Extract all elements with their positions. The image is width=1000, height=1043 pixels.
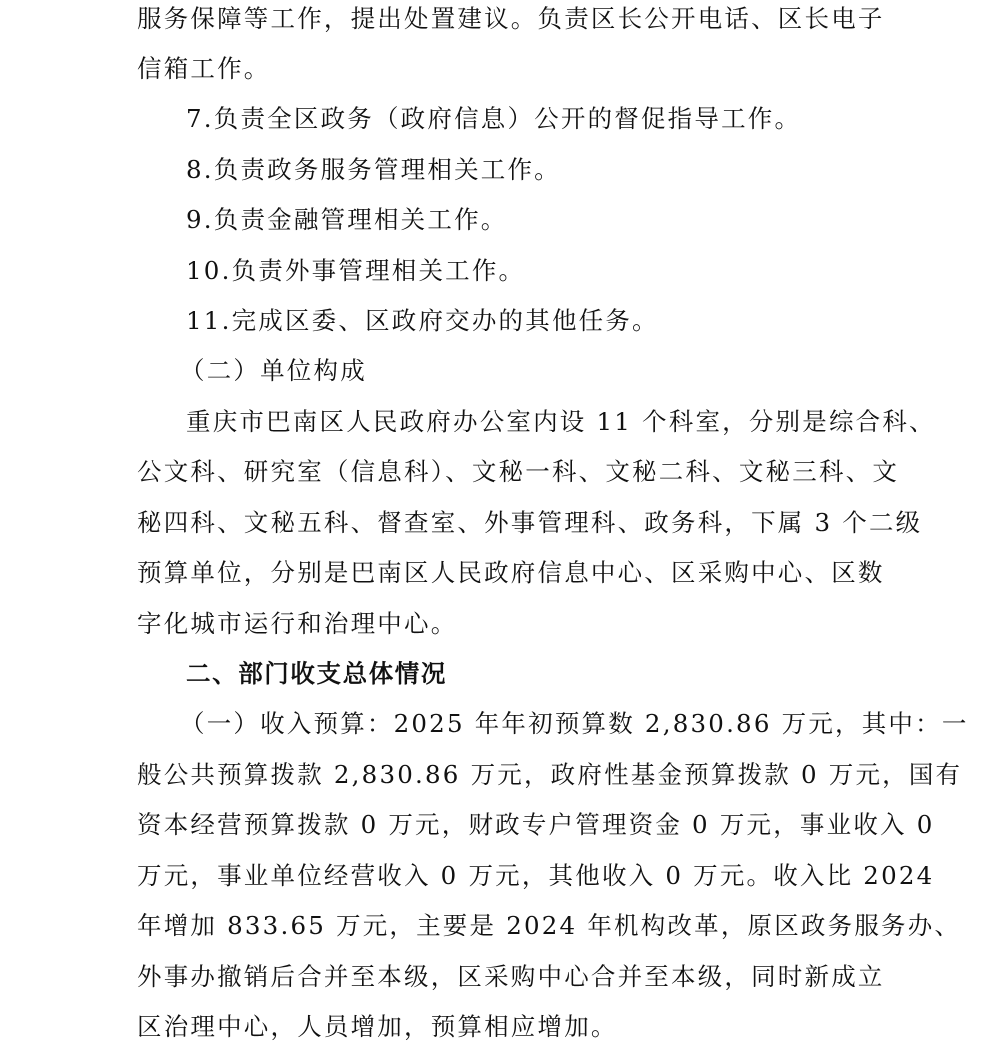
list-item-9: 9.负责金融管理相关工作。 xyxy=(186,205,508,234)
paragraph-line: 年增加 833.65 万元，主要是 2024 年机构改革，原区政务服务办、 xyxy=(137,911,962,940)
paragraph-line: 般公共预算拨款 2,830.86 万元，政府性基金预算拨款 0 万元，国有 xyxy=(137,760,963,789)
paragraph-line: 外事办撤销后合并至本级，区采购中心合并至本级，同时新成立 xyxy=(137,962,885,991)
paragraph-line: 秘四科、文秘五科、督查室、外事管理科、政务科，下属 3 个二级 xyxy=(137,508,923,537)
list-item-7: 7.负责全区政务（政府信息）公开的督促指导工作。 xyxy=(186,104,802,133)
list-item-8: 8.负责政务服务管理相关工作。 xyxy=(186,155,561,184)
paragraph-line: 字化城市运行和治理中心。 xyxy=(137,609,458,638)
paragraph-line: 区治理中心，人员增加，预算相应增加。 xyxy=(137,1012,618,1041)
paragraph-line: 重庆市巴南区人民政府办公室内设 11 个科室，分别是综合科、 xyxy=(186,407,936,436)
paragraph-line: 资本经营预算拨款 0 万元，财政专户管理资金 0 万元，事业收入 0 xyxy=(137,810,935,839)
list-item-10: 10.负责外事管理相关工作。 xyxy=(186,256,526,285)
section-heading: 二、部门收支总体情况 xyxy=(186,659,447,688)
paragraph-line: 信箱工作。 xyxy=(137,54,271,83)
paragraph-line: 服务保障等工作，提出处置建议。负责区长公开电话、区长电子 xyxy=(137,4,885,33)
list-item-11: 11.完成区委、区政府交办的其他任务。 xyxy=(186,306,659,335)
paragraph-line: 万元，事业单位经营收入 0 万元，其他收入 0 万元。收入比 2024 xyxy=(137,861,935,890)
paragraph-line: 预算单位，分别是巴南区人民政府信息中心、区采购中心、区数 xyxy=(137,558,885,587)
paragraph-line: （一）收入预算：2025 年年初预算数 2,830.86 万元，其中：一 xyxy=(180,709,969,738)
paragraph-line: 公文科、研究室（信息科）、文秘一科、文秘二科、文秘三科、文 xyxy=(137,457,900,486)
subsection-heading: （二）单位构成 xyxy=(180,356,367,385)
